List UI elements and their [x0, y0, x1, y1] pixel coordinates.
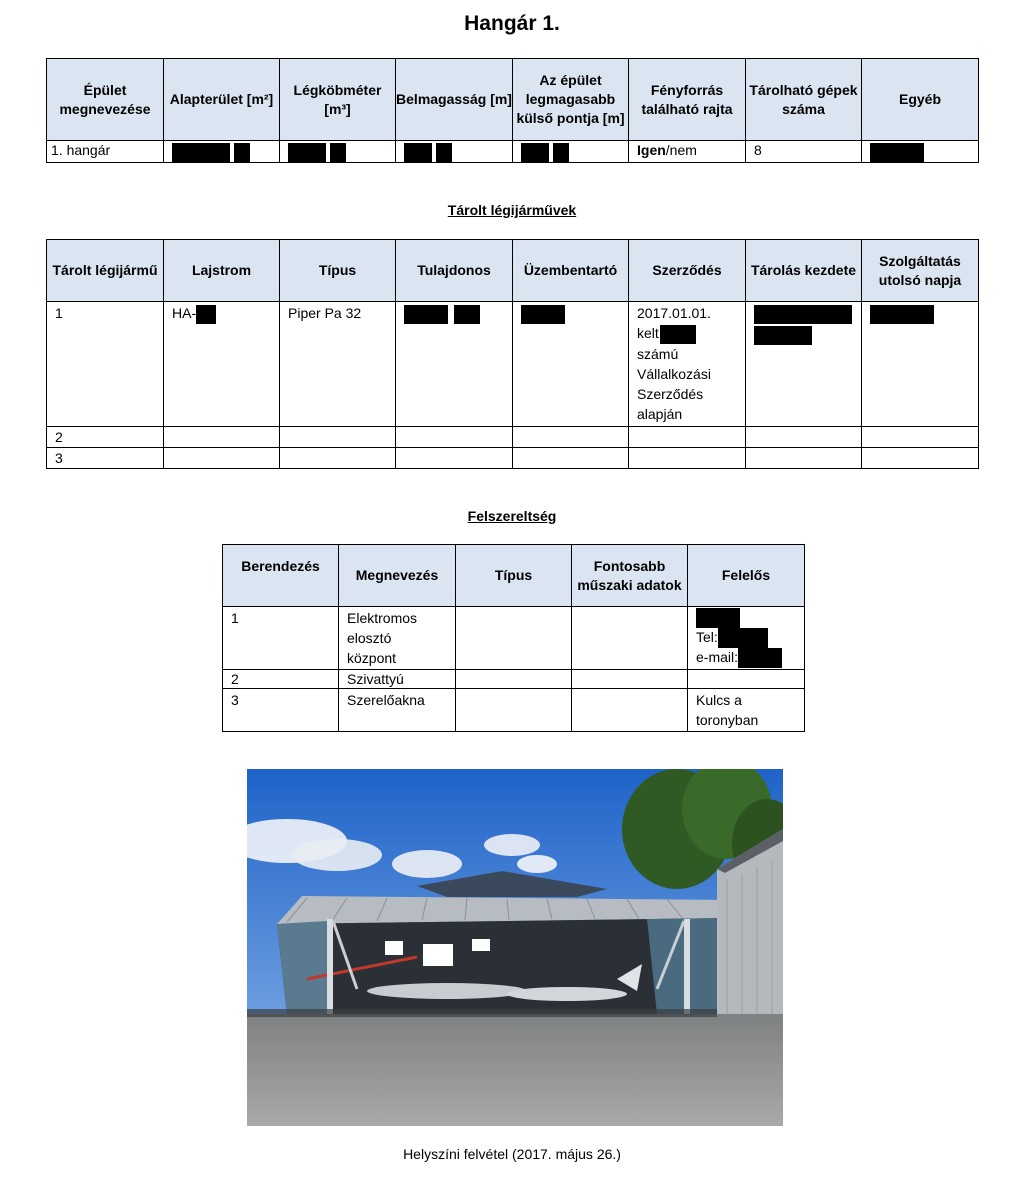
- redaction-block: [553, 143, 569, 162]
- redaction-block: [870, 305, 934, 324]
- table-row: [223, 607, 805, 670]
- aircraft-table: [46, 239, 979, 469]
- contract-line: alapján: [637, 405, 683, 422]
- photo-caption: Helyszíni felvétel (2017. május 26.): [403, 1146, 621, 1162]
- page-title: Hangár 1.: [464, 12, 560, 35]
- redaction-block: [754, 305, 852, 324]
- cell-building-name: 1. hangár: [47, 141, 164, 163]
- cell-redacted: [280, 141, 396, 163]
- equipment-name-line: központ: [347, 650, 397, 666]
- cell-equipment-num: 2: [223, 670, 339, 689]
- redaction-block: [288, 143, 326, 162]
- redaction-block: [454, 305, 480, 324]
- contract-line: 2017.01.01.: [637, 305, 711, 321]
- table-row: [47, 141, 979, 163]
- table-row: [223, 670, 805, 689]
- cell-equipment-name: Szivattyú: [339, 670, 456, 689]
- col-header: Légköbméter [m³]: [280, 59, 396, 141]
- cell-contract: [629, 302, 746, 427]
- redaction-block: [404, 305, 448, 324]
- cell-equipment-num: 3: [223, 689, 339, 732]
- redaction-block: [521, 305, 565, 324]
- col-header: Tárolható gépek száma: [746, 59, 862, 141]
- cell-capacity: 8: [746, 141, 862, 163]
- tel-label: Tel:: [696, 629, 718, 645]
- col-header: Belmagasság [m]: [396, 59, 513, 141]
- cell-redacted: [862, 302, 979, 427]
- building-header-row: [47, 59, 979, 141]
- redaction-block: [172, 143, 230, 162]
- redaction-block: [738, 648, 782, 668]
- col-header: Típus: [280, 240, 396, 302]
- contract-kelt: kelt: [637, 325, 659, 341]
- cell-aircraft-num: 3: [47, 448, 164, 469]
- cell-redacted: [862, 141, 979, 163]
- responsible-line: toronyban: [696, 712, 759, 728]
- hangar-photo-illustration: [247, 769, 783, 1126]
- redaction-block: [521, 143, 549, 162]
- col-header: Szerződés: [629, 240, 746, 302]
- redaction-block: [330, 143, 346, 162]
- col-header: Üzembentartó: [513, 240, 629, 302]
- cell-responsible: [688, 607, 805, 670]
- col-header: Tulajdonos: [396, 240, 513, 302]
- redaction-block: [436, 143, 452, 162]
- redaction-block: [660, 325, 696, 344]
- cell-redacted: [396, 302, 513, 427]
- cell-redacted: [513, 141, 629, 163]
- redaction-block: [234, 143, 250, 162]
- aircraft-header-row: [47, 240, 979, 302]
- col-header: Alapterület [m²]: [164, 59, 280, 141]
- contract-line: Szerződés: [637, 385, 704, 402]
- cell-aircraft-num: 1: [47, 302, 164, 427]
- cell-aircraft-type: Piper Pa 32: [280, 302, 396, 427]
- contract-line: számú: [637, 345, 679, 362]
- building-table: [46, 58, 979, 163]
- aircraft-section-title: Tárolt légijárművek: [447, 202, 577, 218]
- col-header: Az épület legmagasabb külső pontja [m]: [513, 59, 629, 141]
- cell-equipment-num: 1: [223, 607, 339, 670]
- col-header: Tárolt légijármű: [47, 240, 164, 302]
- table-row: [47, 448, 979, 469]
- email-label: e-mail:: [696, 649, 739, 665]
- col-header: Típus: [456, 545, 572, 607]
- cell-redacted: [164, 141, 280, 163]
- equipment-table: [222, 544, 805, 732]
- col-header: Tárolás kezdete: [746, 240, 862, 302]
- table-row: [223, 689, 805, 732]
- equipment-name-line: Elektromos: [347, 610, 418, 626]
- cell-redacted: [746, 302, 862, 427]
- cell-redacted: [513, 302, 629, 427]
- redaction-block: [404, 143, 432, 162]
- col-header: Egyéb: [862, 59, 979, 141]
- col-header: Fényforrás található rajta: [629, 59, 746, 141]
- equipment-name-line: elosztó: [347, 630, 392, 646]
- col-header: Felelős: [688, 545, 805, 607]
- registration-prefix: HA-: [172, 305, 197, 321]
- col-header: Megnevezés: [339, 545, 456, 607]
- cell-responsible: [688, 689, 805, 732]
- equipment-section-title: Felszereltség: [467, 508, 557, 524]
- equipment-header-row: [223, 545, 805, 607]
- redaction-block: [696, 608, 740, 628]
- cell-light-source: [629, 141, 746, 163]
- cell-registration: [164, 302, 280, 427]
- col-header: Lajstrom: [164, 240, 280, 302]
- light-yes-bold: Igen: [637, 142, 666, 158]
- cell-redacted: [396, 141, 513, 163]
- cell-aircraft-num: 2: [47, 427, 164, 448]
- hangar-photo: [247, 769, 783, 1126]
- col-header: Fontosabb műszaki adatok: [572, 545, 688, 607]
- table-row: [47, 427, 979, 448]
- redaction-block: [870, 143, 924, 162]
- redaction-block: [718, 628, 768, 648]
- contract-line: Vállalkozási: [637, 365, 711, 382]
- redaction-block: [754, 326, 812, 345]
- col-header: Berendezés: [223, 545, 339, 607]
- redaction-block: [196, 305, 216, 324]
- cell-equipment-name: Szerelőakna: [339, 689, 456, 732]
- col-header: Szolgáltatás utolsó napja: [862, 240, 979, 302]
- light-no: /nem: [665, 142, 697, 158]
- cell-equipment-name: [339, 607, 456, 670]
- table-row: [47, 302, 979, 427]
- contract-line-with-redaction: [637, 323, 737, 344]
- responsible-line: Kulcs a: [696, 692, 742, 708]
- col-header: Épület megnevezése: [47, 59, 164, 141]
